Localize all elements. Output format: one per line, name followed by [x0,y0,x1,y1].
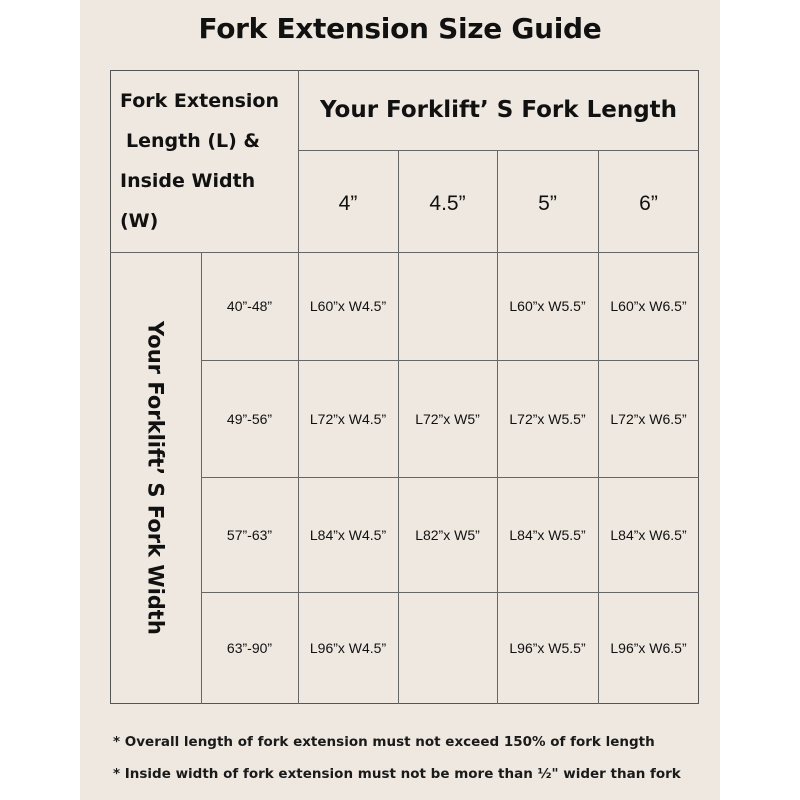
table-cell [398,592,497,704]
fork-length-6: 6” [639,191,658,215]
corner-label-line: Fork Extension [120,90,280,112]
table-cell: L72”x W5” [415,410,480,427]
footnote: * Inside width of fork extension must not be more than ½" wider than fork [113,766,681,782]
width-range: 63”-90” [226,640,273,656]
table-cell: L82”x W5” [415,526,480,543]
corner-header [110,70,298,252]
table-cell: L72”x W4.5” [309,410,387,427]
table-cell: L60”x W5.5” [509,298,586,314]
fork-length-4: 4” [338,191,358,215]
fork-length-4-5: 4.5” [429,191,466,215]
row-header-label: Your Forklift’ S Fork Width [143,321,168,635]
table-cell: L84”x W5.5” [509,526,586,543]
table-cell [398,252,497,360]
table-cell: L84”x W4.5” [309,526,387,543]
corner-label [110,81,298,241]
width-range: 40”-48” [226,298,273,314]
table-cell: L96”x W5.5” [509,640,586,656]
table-cell: L96”x W4.5” [309,640,387,656]
fork-length-5: 5” [538,191,557,215]
width-range: 49”-56” [226,410,273,427]
corner-label-line: Length (L) & [126,130,261,152]
width-range: 57”-63” [226,526,273,543]
table-cell: L72”x W6.5” [610,410,687,427]
row-header [110,252,201,704]
table-cell: L96”x W6.5” [610,640,687,656]
column-header: Your Forklift’ S Fork Length [319,97,678,123]
table-cell: L72”x W5.5” [509,410,586,427]
table-cell: L84”x W6.5” [610,526,687,543]
corner-label-line: Inside Width (W) [120,170,256,232]
table-cell: L60”x W4.5” [309,298,387,314]
table-cell: L60”x W6.5” [610,298,687,314]
page-title: Fork Extension Size Guide [198,12,602,45]
footnote: * Overall length of fork extension must not exceed 150% of fork length [113,734,655,750]
